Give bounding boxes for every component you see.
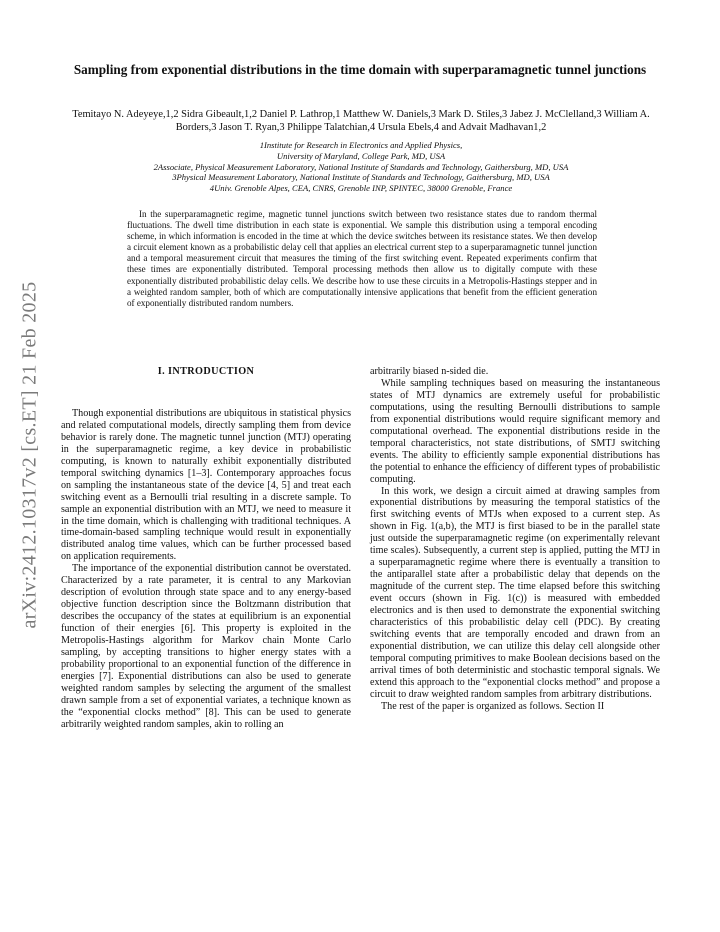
affiliation-line: 4Univ. Grenoble Alpes, CEA, CNRS, Grenoble INP, SPINTEC, 38000 Grenoble, France xyxy=(209,183,513,194)
abstract: In the superparamagnetic regime, magnetic tunnel junctions switch between two resistance states due to random thermal fluctuations. The dwell time distribution in each state is exponential. We sample this distribution using a temporal encoding scheme, in which information is encoded in the time at which the device switches between its resistance states. We then develop a circuit element known as a probabilistic delay cell that applies an electrical current step to a superparamagnetic tunnel junction and a temporal measurement circuit that measures the timing of the first switching event. Repeated experiments confirm that these times are exponentially distributed. Temporal processing methods then allow us to digitally compute with these exponentially distributed probabilistic delay cells. We describe how to use these circuits in a Metropolis-Hastings stepper and in a weighted random sampler, both of which are computationally intensive applications that benefit from the efficient generation of exponentially distributed random numbers. xyxy=(127,209,597,308)
paragraph: In this work, we design a circuit aimed at drawing samples from exponential distributions by measuring the temporal statistics of the first switching events of MTJs when exposed to a current step. As shown in Fig. 1(a,b), the MTJ is first biased to be in the parallel state just outside the superparamagnetic regime (on experimentally relevant time scales). Subsequently, a current step is applied, putting the MTJ in a superparamagnetic regime where there is eventually a transition to the antiparallel state after a probabilistic delay that depends on the magnitude of the current step. The time elapsed before this switching event occurs (shown in Fig. 1(c)) is measured with embedded electronics and is then used to demonstrate the exponential switching characteristics of this probabilistic delay cell (PDC). By creating switching events that are temporally encoded and drawn from an exponential distribution, we can utilize this delay cell alongside other temporal computing primitives to make Boolean decisions based on the arrival times of both deterministic and stochastic temporal signals. We extend this approach to the “exponential clocks method” and propose a circuit to draw weighted random samples from arbitrary distributions. xyxy=(370,485,660,700)
affiliation-line: 2Associate, Physical Measurement Laboratory, National Institute of Standards and Technology, Gaithersburg, MD, USA xyxy=(153,161,569,172)
affiliation-line: 1Institute for Research in Electronics and Applied Physics, xyxy=(259,140,463,150)
affiliations xyxy=(64,140,658,194)
affiliation-line: University of Maryland, College Park, MD, USA xyxy=(276,150,446,161)
arxiv-identifier: arXiv:2412.10317v2 [cs.ET] 21 Feb 2025 xyxy=(18,281,41,629)
right-column xyxy=(370,366,660,713)
affiliation-line: 3Physical Measurement Laboratory, National Institute of Standards and Technology, Gaithersburg, MD, USA xyxy=(172,172,550,183)
left-column xyxy=(61,366,351,731)
paragraph: The rest of the paper is organized as follows. Section II xyxy=(381,700,605,712)
author-list: Temitayo N. Adeyeye,1,2 Sidra Gibeault,1,2 Daniel P. Lathrop,1 Matthew W. Daniels,3 Mark D. Stiles,3 Jabez J. McClelland,3 William A. Borders,3 Jason T. Ryan,3 Philippe Talatchian,4 Ursula Ebels,4 and Advait Madhavan1,2 xyxy=(72,109,650,133)
paragraph: Though exponential distributions are ubiquitous in statistical physics and related computational models, directly sampling them from device behavior is rarely done. The magnetic tunnel junction (MTJ) operating in the superparamagnetic regime, a key device in probabilistic computing, is known to naturally exhibit exponentially distributed temporal switching dynamics [1–3]. Contemporary approaches focus on sampling the instantaneous state of the device [4, 5] and treat each switching event as a Bernoulli trial resulting in a discrete sample. To sample an exponential distribution with an MTJ, we need to measure it in the time domain, which is challenging with traditional techniques. A time-domain-based sampling technique would result in exponentially distributed analog time values, which can be further processed based on application requirements. xyxy=(61,407,351,563)
paragraph: arbitrarily biased n-sided die. xyxy=(370,366,489,377)
paragraph: While sampling techniques based on measuring the instantaneous states of MTJ dynamics are extremely useful for probabilistic computations, using the resulting Bernoulli distributions to sample from exponential distributions would require significant memory and computational overhead. The exponential distributions reside in the temporal characteristics, not state distributions, of SMTJ switching events. The ability to efficiently sample exponential distributions has the potential to enhance the efficiency of different types of probabilistic computing. xyxy=(370,377,660,485)
paragraph: The importance of the exponential distribution cannot be overstated. Characterized by a rate parameter, it is central to any Markovian description of evolution through state space and to any energy-based objective function description since the Boltzmann distribution that describes the occupancy of the states at equilibrium is an exponential function of their energies [6]. This property is exploited in the Metropolis-Hastings algorithm for Markov chain Monte Carlo sampling, by accepting transitions to higher energy states with a probability proportional to an exponential function of the difference in energies [7]. Exponential distributions can also be used to generate weighted random samples by selecting the argument of the smallest drawn sample from a set of exponential variates, a technique known as the “exponential clocks method” [8]. This can be used to generate arbitrarily weighted random samples, akin to rolling an xyxy=(61,563,351,730)
section-heading: I. INTRODUCTION xyxy=(157,366,255,377)
arxiv-side-label xyxy=(10,250,50,660)
paper-title: Sampling from exponential distributions in the time domain with superparamagnetic tunnel junctions xyxy=(73,62,647,77)
